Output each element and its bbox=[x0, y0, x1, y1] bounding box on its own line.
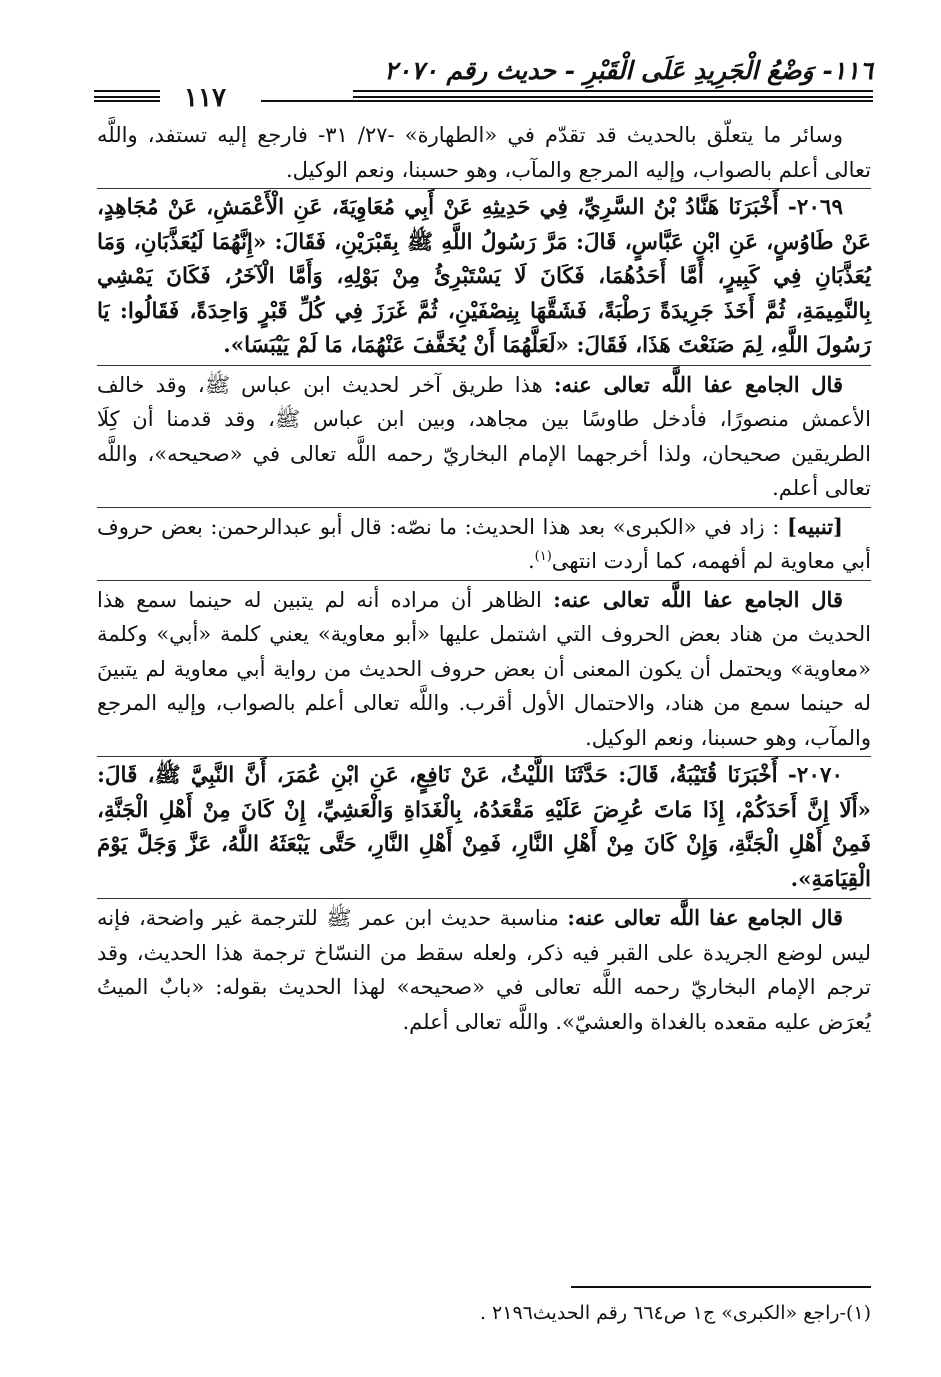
commentary-lead: قال الجامع عفا اللَّه تعالى عنه: bbox=[567, 905, 844, 930]
page-number-rule-2 bbox=[94, 100, 160, 102]
commentary-text: هذا طريق آخر لحديث ابن عباس ﷺ، وقد خالف الأعمش منصورًا، فأدخل طاوسًا بين مجاهد، وبين ابن عباس ﷺ، وقد قدمنا أن كِلَا الطريقين صحيحان، ولذا أخرجهما الإمام البخاريّ رحمه اللَّه تعالى في «صحيحه»، واللَّه تعالى أعلم. bbox=[97, 372, 871, 500]
commentary-block-1 bbox=[97, 365, 871, 506]
hadith-block-2070 bbox=[97, 756, 871, 897]
header-double-rule bbox=[353, 90, 873, 98]
note-block bbox=[97, 507, 871, 579]
commentary-block-3 bbox=[97, 898, 871, 1039]
footnote-marker[interactable]: (١) bbox=[534, 549, 552, 564]
running-title: ١١٦- وَضْعُ الْجَرِيدِ عَلَى الْقَبْرِ - حديث رقم ٢٠٧٠ bbox=[384, 56, 873, 85]
footnote-1: (١)-راجع «الكبرى» ج١ ص٦٦٤ رقم الحديث٢١٩٦ . bbox=[479, 1302, 871, 1324]
commentary-2 bbox=[97, 583, 871, 756]
commentary-3 bbox=[97, 901, 871, 1039]
hadith-2070: ٢٠٧٠- أَخْبَرَنَا قُتَيْبَةُ، قَالَ: حَدَّثَنَا اللَّيْثُ، عَنْ نَافِعٍ، عَنِ ابْنِ عُمَرَ، أَنَّ النَّبِيَّ ﷺ، قَالَ: «أَلَا إِنَّ أَحَدَكُمْ، إِذَا مَاتَ عُرِضَ عَلَيْهِ مَقْعَدُهُ، بِالْغَدَاةِ وَالْعَشِيِّ، إِنْ كَانَ مِنْ أَهْلِ الْجَنَّةِ، فَمِنْ أَهْلِ الْجَنَّةِ، وَإِنْ كَانَ مِنْ أَهْلِ النَّارِ، فَمِنْ أَهْلِ النَّارِ، حَتَّى يَبْعَثَهُ اللَّهُ، عَزَّ وَجَلَّ يَوْمَ الْقِيَامَةِ». bbox=[97, 763, 871, 892]
commentary-text: الظاهر أن مراده أنه لم يتبين له حينما سمع هذا الحديث من هناد بعض الحروف التي اشتمل عليها «أبو معاوية» يعني كلمة «أبي» وكلمة «معاوية» ويحتمل أن يكون المعنى أن بعض حروف الحديث من رواية أبي معاوية لم يتبينَ له حينما سمع من هناد، والاحتمال الأول أقرب. واللَّه تعالى أعلم بالصواب، وإليه المرجع والمآب، وهو حسبنا، ونعم الوكيل. bbox=[97, 587, 871, 750]
note-text: : زاد في «الكبرى» بعد هذا الحديث: ما نصّه: قال أبو عبدالرحمن: بعض حروف أبي معاوية لم أفهمه، كما أردت انتهى bbox=[97, 514, 871, 573]
commentary-1 bbox=[97, 368, 871, 506]
footnote-rule bbox=[571, 1286, 871, 1288]
page-number-rule bbox=[94, 90, 160, 98]
hadith-2069: ٢٠٦٩- أَخْبَرَنَا هَنَّادُ بْنُ السَّرِيِّ، فِي حَدِيثِهِ عَنْ أَبِي مُعَاوِيَةَ، عَنِ الْأَعْمَشِ، عَنْ مُجَاهِدٍ، عَنْ طَاوُسٍ، عَنِ ابْنِ عَبَّاسٍ، قَالَ: مَرَّ رَسُولُ اللَّهِ ﷺ بِقَبْرَيْنِ، فَقَالَ: «إِنَّهُمَا لَيُعَذَّبَانِ، وَمَا يُعَذَّبَانِ فِي كَبِيرٍ، أَمَّا أَحَدُهُمَا، فَكَانَ لَا يَسْتَبْرِئُ مِنْ بَوْلِهِ، وَأَمَّا الْآخَرُ، فَكَانَ يَمْشِي بِالنَّمِيمَةِ، ثُمَّ أَخَذَ جَرِيدَةً رَطْبَةً، فَشَقَّهَا بِنِصْفَيْنِ، ثُمَّ غَرَزَ فِي كُلِّ قَبْرٍ وَاحِدَةً، فَقَالُوا: يَا رَسُولَ اللَّهِ، لِمَ صَنَعْتَ هَذَا، فَقَالَ: «لَعَلَّهُمَا أَنْ يُخَفَّفَ عَنْهُمَا، مَا لَمْ يَيْبَسَا». bbox=[97, 195, 871, 358]
commentary-lead: قال الجامع عفا اللَّه تعالى عنه: bbox=[553, 586, 843, 612]
commentary-lead: قال الجامع عفا اللَّه تعالى عنه: bbox=[553, 371, 843, 397]
note-lead: [تنبيه] bbox=[787, 513, 843, 539]
commentary-block-2 bbox=[97, 580, 871, 756]
main-text bbox=[97, 118, 871, 1040]
commentary-text: مناسبة حديث ابن عمر ﷺ للترجمة غير واضحة، فإنه ليس لوضع الجريدة على القبر فيه ذكر، ولعله سقط من النسّاخ ترجمة هذا الحديث، وقد ترجم الإمام البخاريّ رحمه اللَّه تعالى في «صحيحه» لهذا الحديث بقوله: «بابٌ الميتُ يُعرَض عليه مقعده بالغداة والعشيّ». واللَّه تعالى أعلم. bbox=[97, 906, 871, 1034]
page-number: ١١٧ bbox=[160, 84, 250, 112]
hadith-block-2069 bbox=[97, 188, 871, 364]
note-end: . bbox=[527, 549, 535, 573]
header-rule bbox=[261, 100, 873, 102]
note-paragraph bbox=[97, 510, 871, 579]
paragraph-closing-remark: وسائر ما يتعلّق بالحديث قد تقدّم في «الطهارة» -٢٧/ ٣١- فارجع إليه تستفد، واللَّه تعالى أعلم بالصواب، وإليه المرجع والمآب، وهو حسبنا، ونعم الوكيل. bbox=[97, 123, 871, 182]
